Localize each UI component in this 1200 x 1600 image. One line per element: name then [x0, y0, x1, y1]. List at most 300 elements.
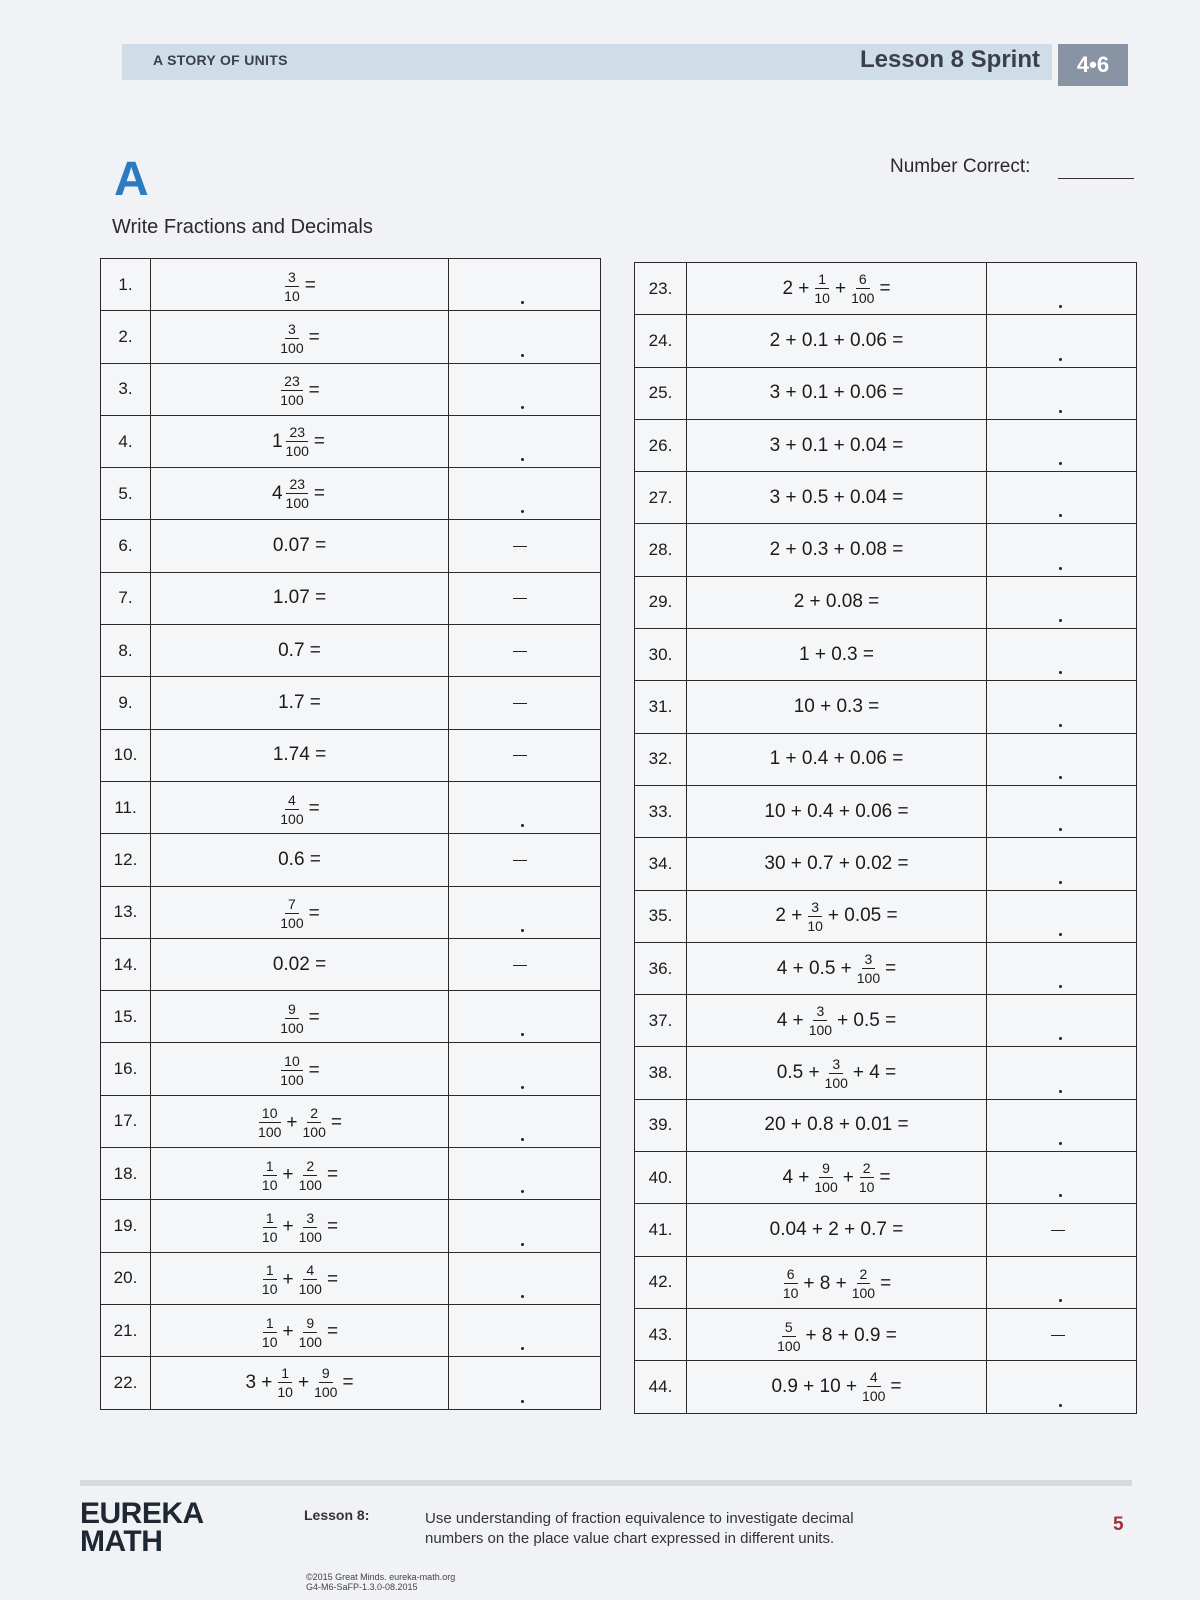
expression-text: 4 + [782, 1166, 810, 1188]
denominator: 100 [808, 1022, 833, 1039]
answer-cell[interactable] [449, 363, 601, 415]
denominator: 100 [258, 1124, 282, 1141]
expression-text: 30 + 0.7 + 0.02 = [764, 852, 909, 874]
answer-cell[interactable] [987, 838, 1137, 890]
fraction [777, 1319, 800, 1354]
expression-text: + 8 + [803, 1272, 847, 1294]
numerator: 7 [285, 896, 299, 914]
numerator: 9 [319, 1365, 333, 1383]
expression-text: 4 + [776, 1009, 804, 1031]
fraction [859, 1160, 875, 1195]
numerator: 23 [286, 424, 308, 442]
expression-text: = [879, 277, 891, 299]
problem-row [635, 733, 1137, 785]
expression-text: 2 + [775, 905, 803, 927]
decimal-point-mark [1059, 933, 1062, 936]
answer-cell[interactable] [449, 1304, 601, 1356]
numerator: 1 [263, 1210, 277, 1228]
answer-cell[interactable] [449, 1095, 601, 1147]
problem-row [635, 681, 1137, 733]
footer-rule [80, 1480, 1132, 1486]
numerator: 10 [281, 1053, 303, 1071]
problem-number: 22. [101, 1357, 151, 1409]
problem-expression [151, 834, 449, 886]
problem-expression [151, 729, 449, 781]
answer-cell[interactable] [987, 576, 1137, 628]
problem-expression [687, 419, 987, 471]
numerator: 9 [285, 1001, 299, 1019]
numerator: 2 [307, 1105, 321, 1123]
denominator: 100 [298, 1333, 322, 1350]
decimal-point-mark [521, 510, 524, 513]
fraction [314, 1365, 337, 1400]
decimal-point-mark [1059, 1404, 1062, 1407]
decimal-point-mark [521, 406, 524, 409]
fraction [262, 1158, 278, 1193]
decimal-point-mark [1059, 462, 1062, 465]
denominator: 100 [314, 1384, 338, 1401]
fraction [807, 899, 823, 934]
numerator: 2 [303, 1158, 317, 1176]
decimal-point-mark [1059, 776, 1062, 779]
expression-text: + [286, 1111, 298, 1133]
problem-expression [687, 367, 987, 419]
answer-cell[interactable] [449, 625, 601, 677]
problem-expression [151, 938, 449, 990]
problem-row [101, 1200, 601, 1252]
denominator: 100 [814, 1179, 838, 1196]
expression-text: = [326, 1216, 339, 1238]
expression-text: 1 + 0.4 + 0.06 = [769, 748, 904, 770]
problem-number: 16. [101, 1043, 151, 1095]
answer-cell[interactable] [449, 1252, 601, 1304]
decimal-point-mark [1059, 1090, 1062, 1093]
module-badge: 4•6 [1058, 44, 1128, 86]
denominator: 100 [285, 443, 309, 460]
denominator: 100 [280, 392, 304, 409]
problem-expression [151, 1357, 449, 1409]
expression-text: + [282, 1216, 294, 1238]
answer-cell[interactable] [987, 629, 1137, 681]
problem-row [101, 1304, 601, 1356]
decimal-point-mark [1059, 1142, 1062, 1145]
expression-text: 3 + 0.5 + 0.04 = [769, 486, 904, 508]
problem-expression [687, 995, 987, 1047]
problem-row [101, 1148, 601, 1200]
expression-text: = [326, 1321, 339, 1343]
decimal-point-mark [521, 1086, 524, 1089]
answer-cell[interactable] [987, 263, 1137, 315]
problem-number: 40. [635, 1152, 687, 1204]
problem-number: 33. [635, 785, 687, 837]
expression-text: 3 + 0.1 + 0.06 = [769, 382, 904, 404]
fraction-bar-mark [1051, 1230, 1065, 1231]
problem-expression [151, 520, 449, 572]
expression-text: 3 + [245, 1371, 273, 1393]
numerator: 1 [278, 1365, 292, 1383]
problem-number: 37. [635, 995, 687, 1047]
denominator: 10 [807, 917, 823, 934]
expression-text: 1.7 = [278, 692, 321, 714]
fraction [262, 1210, 278, 1245]
problem-row [635, 1204, 1137, 1256]
answer-cell[interactable] [987, 419, 1137, 471]
decimal-point-mark [1059, 1194, 1062, 1197]
problem-row [635, 1047, 1137, 1099]
denominator: 100 [302, 1124, 326, 1141]
problem-row [101, 1252, 601, 1304]
denominator: 100 [851, 290, 875, 307]
whole-number: 1 [271, 430, 283, 452]
numerator: 3 [285, 321, 299, 339]
problem-row [635, 785, 1137, 837]
problem-row [635, 419, 1137, 471]
fraction [814, 271, 830, 306]
answer-cell[interactable] [987, 785, 1137, 837]
denominator: 100 [280, 1072, 304, 1089]
problem-number: 13. [101, 886, 151, 938]
problem-expression [687, 1047, 987, 1099]
footer-lesson-label: Lesson 8: [304, 1507, 370, 1523]
problem-expression [151, 259, 449, 311]
fraction [280, 321, 303, 356]
decimal-point-mark [521, 301, 524, 304]
expression-text: = [313, 482, 326, 504]
problem-number: 30. [635, 629, 687, 681]
problem-expression [687, 1308, 987, 1360]
problem-expression [151, 1095, 449, 1147]
answer-cell[interactable] [449, 415, 601, 467]
problem-row [101, 1095, 601, 1147]
expression-text: + [282, 1321, 294, 1343]
problem-number: 19. [101, 1200, 151, 1252]
decimal-point-mark [1059, 1299, 1062, 1302]
problem-number: 17. [101, 1095, 151, 1147]
fraction [303, 1105, 326, 1140]
problem-expression [687, 1099, 987, 1151]
expression-text: 0.02 = [272, 953, 327, 975]
problem-number: 35. [635, 890, 687, 942]
denominator: 100 [824, 1074, 848, 1091]
answer-cell[interactable] [449, 311, 601, 363]
numerator: 23 [281, 373, 303, 391]
problem-row [635, 263, 1137, 315]
problem-row [635, 472, 1137, 524]
problem-expression [151, 468, 449, 520]
answer-cell[interactable] [987, 1308, 1137, 1360]
expression-text: = [326, 1268, 339, 1290]
expression-text: 10 + 0.3 = [793, 696, 880, 718]
sprint-subtitle: Write Fractions and Decimals [112, 216, 373, 238]
numerator: 10 [259, 1105, 281, 1123]
denominator: 100 [862, 1388, 886, 1405]
denominator: 100 [298, 1281, 322, 1298]
lesson-title: Lesson 8 Sprint [859, 46, 1040, 73]
problem-row [101, 572, 601, 624]
expression-text: 3 + 0.1 + 0.04 = [769, 434, 904, 456]
decimal-point-mark [521, 1243, 524, 1246]
numerator: 2 [860, 1160, 874, 1178]
answer-cell[interactable] [987, 1256, 1137, 1308]
problem-row [101, 468, 601, 520]
problem-row [101, 1357, 601, 1409]
problem-number: 31. [635, 681, 687, 733]
numerator: 1 [263, 1315, 277, 1333]
number-correct-label: Number Correct: [890, 156, 1031, 177]
fraction-bar-mark [513, 860, 527, 861]
problem-number: 24. [635, 315, 687, 367]
answer-cell[interactable] [987, 681, 1137, 733]
problem-row [101, 834, 601, 886]
decimal-point-mark [521, 929, 524, 932]
problem-row [101, 259, 601, 311]
answer-cell[interactable] [449, 991, 601, 1043]
answer-cell[interactable] [449, 834, 601, 886]
number-correct-blank[interactable] [1058, 178, 1134, 179]
problem-expression [151, 311, 449, 363]
answer-cell[interactable] [449, 1357, 601, 1409]
expression-text: 0.7 = [278, 639, 321, 661]
page-number: 5 [1113, 1514, 1124, 1535]
expression-text: + 0.5 = [837, 1009, 897, 1031]
denominator: 10 [261, 1228, 278, 1245]
problem-number: 2. [101, 311, 151, 363]
expression-text: = [880, 1272, 892, 1294]
numerator: 3 [862, 951, 876, 969]
expression-text: 4 + 0.5 + [776, 957, 852, 979]
decimal-point-mark [1059, 1037, 1062, 1040]
expression-text: 1 + 0.3 = [798, 643, 874, 665]
problem-number: 12. [101, 834, 151, 886]
problem-number: 41. [635, 1204, 687, 1256]
fraction [857, 951, 880, 986]
problem-number: 21. [101, 1304, 151, 1356]
denominator: 10 [858, 1179, 875, 1196]
answer-cell[interactable] [449, 1043, 601, 1095]
fraction [286, 476, 309, 511]
answer-cell[interactable] [449, 1148, 601, 1200]
expression-text: + [842, 1166, 854, 1188]
expression-text: = [308, 327, 320, 349]
fraction [286, 424, 309, 459]
problem-number: 39. [635, 1099, 687, 1151]
fraction [852, 1266, 875, 1301]
problem-number: 4. [101, 415, 151, 467]
answer-cell[interactable] [449, 572, 601, 624]
expression-text: 10 + 0.4 + 0.06 = [764, 800, 909, 822]
answer-cell[interactable] [449, 938, 601, 990]
problem-expression [687, 576, 987, 628]
sprint-letter: A [114, 153, 149, 206]
copyright: ©2015 Great Minds. eureka-math.org G4-M6-SaFP-1.3.0-08.2015 [306, 1572, 456, 1592]
answer-cell[interactable] [987, 1361, 1137, 1413]
problem-number: 18. [101, 1148, 151, 1200]
problem-expression [151, 572, 449, 624]
denominator: 10 [277, 1384, 293, 1401]
expression-text: 0.6 = [278, 848, 321, 870]
denominator: 100 [280, 810, 304, 827]
problem-expression [687, 263, 987, 315]
answer-cell[interactable] [987, 1152, 1137, 1204]
denominator: 100 [280, 915, 304, 932]
expression-text: + 4 = [852, 1062, 897, 1084]
answer-cell[interactable] [987, 995, 1137, 1047]
decimal-point-mark [1059, 305, 1062, 308]
denominator: 10 [814, 290, 830, 307]
problem-row [101, 625, 601, 677]
fraction [277, 1365, 293, 1400]
answer-cell[interactable] [987, 472, 1137, 524]
problem-number: 20. [101, 1252, 151, 1304]
problem-row [101, 781, 601, 833]
problem-row [101, 938, 601, 990]
denominator: 10 [284, 287, 300, 304]
fraction-bar-mark [513, 965, 527, 966]
denominator: 10 [261, 1333, 278, 1350]
numerator: 3 [808, 899, 822, 917]
problem-expression [687, 890, 987, 942]
problem-number: 43. [635, 1308, 687, 1360]
problem-expression [151, 363, 449, 415]
problem-expression [151, 625, 449, 677]
expression-text: = [304, 275, 316, 297]
problem-number: 44. [635, 1361, 687, 1413]
numerator: 23 [286, 476, 308, 494]
expression-text: = [313, 430, 326, 452]
numerator: 3 [285, 269, 299, 287]
expression-text: + [282, 1268, 294, 1290]
problem-number: 6. [101, 520, 151, 572]
fraction [862, 1369, 885, 1404]
problem-row [635, 576, 1137, 628]
expression-text: + 0.05 = [827, 905, 898, 927]
answer-cell[interactable] [449, 520, 601, 572]
problem-table-left [100, 258, 601, 1410]
expression-text: + [282, 1164, 294, 1186]
answer-cell[interactable] [987, 524, 1137, 576]
problem-number: 25. [635, 367, 687, 419]
answer-cell[interactable] [987, 1204, 1137, 1256]
problem-row [635, 629, 1137, 681]
expression-text: 20 + 0.8 + 0.01 = [764, 1114, 909, 1136]
denominator: 10 [782, 1285, 799, 1302]
problem-row [101, 677, 601, 729]
numerator: 3 [303, 1210, 317, 1228]
problem-number: 9. [101, 677, 151, 729]
problem-expression [687, 942, 987, 994]
expression-text: + 8 + 0.9 = [805, 1325, 897, 1347]
expression-text: 0.07 = [272, 535, 327, 557]
problem-number: 11. [101, 781, 151, 833]
answer-cell[interactable] [987, 367, 1137, 419]
decimal-point-mark [1059, 567, 1062, 570]
denominator: 100 [298, 1228, 322, 1245]
answer-cell[interactable] [449, 729, 601, 781]
whole-number: 4 [271, 482, 283, 504]
problem-expression [151, 1304, 449, 1356]
answer-cell[interactable] [987, 315, 1137, 367]
expression-text: + [834, 277, 847, 299]
decimal-point-mark [1059, 724, 1062, 727]
denominator: 10 [261, 1281, 278, 1298]
problem-row [101, 991, 601, 1043]
numerator: 4 [867, 1369, 881, 1387]
numerator: 6 [784, 1266, 798, 1284]
fraction [280, 373, 303, 408]
numerator: 9 [303, 1315, 317, 1333]
answer-cell[interactable] [449, 781, 601, 833]
expression-text: = [885, 957, 897, 979]
answer-cell[interactable] [987, 942, 1137, 994]
answer-cell[interactable] [449, 677, 601, 729]
problem-expression [151, 1148, 449, 1200]
problem-number: 28. [635, 524, 687, 576]
problem-row [101, 415, 601, 467]
answer-cell[interactable] [987, 1099, 1137, 1151]
problem-number: 29. [635, 576, 687, 628]
problem-row [101, 520, 601, 572]
answer-cell[interactable] [449, 468, 601, 520]
decimal-point-mark [521, 1033, 524, 1036]
problem-row [635, 315, 1137, 367]
problem-row [101, 729, 601, 781]
fraction [299, 1262, 322, 1297]
decimal-point-mark [521, 1347, 524, 1350]
problem-row [635, 995, 1137, 1047]
fraction [783, 1266, 799, 1301]
expression-text: 1.74 = [272, 744, 327, 766]
problem-expression [151, 781, 449, 833]
denominator: 10 [261, 1176, 278, 1193]
fraction-bar-mark [513, 703, 527, 704]
answer-cell[interactable] [449, 886, 601, 938]
fraction-bar-mark [513, 598, 527, 599]
problem-number: 26. [635, 419, 687, 471]
problem-row [635, 524, 1137, 576]
decimal-point-mark [1059, 881, 1062, 884]
answer-cell[interactable] [449, 259, 601, 311]
problem-number: 5. [101, 468, 151, 520]
problem-expression [687, 733, 987, 785]
problem-expression [151, 886, 449, 938]
fraction [280, 1001, 303, 1036]
answer-cell[interactable] [449, 1200, 601, 1252]
answer-cell[interactable] [987, 890, 1137, 942]
answer-cell[interactable] [987, 1047, 1137, 1099]
expression-text: = [879, 1166, 891, 1188]
problem-row [635, 1256, 1137, 1308]
problem-expression [687, 472, 987, 524]
decimal-point-mark [521, 458, 524, 461]
problem-expression [687, 315, 987, 367]
decimal-point-mark [1059, 514, 1062, 517]
numerator: 1 [263, 1158, 277, 1176]
decimal-point-mark [1059, 619, 1062, 622]
problem-number: 38. [635, 1047, 687, 1099]
problem-number: 15. [101, 991, 151, 1043]
problem-number: 23. [635, 263, 687, 315]
expression-text: 2 + 0.3 + 0.08 = [769, 539, 904, 561]
problem-row [635, 890, 1137, 942]
problem-number: 36. [635, 942, 687, 994]
problem-row [635, 838, 1137, 890]
problem-expression [151, 1200, 449, 1252]
answer-cell[interactable] [987, 733, 1137, 785]
numerator: 1 [263, 1262, 277, 1280]
fraction [809, 1003, 832, 1038]
fraction-bar-mark [513, 651, 527, 652]
problem-number: 42. [635, 1256, 687, 1308]
